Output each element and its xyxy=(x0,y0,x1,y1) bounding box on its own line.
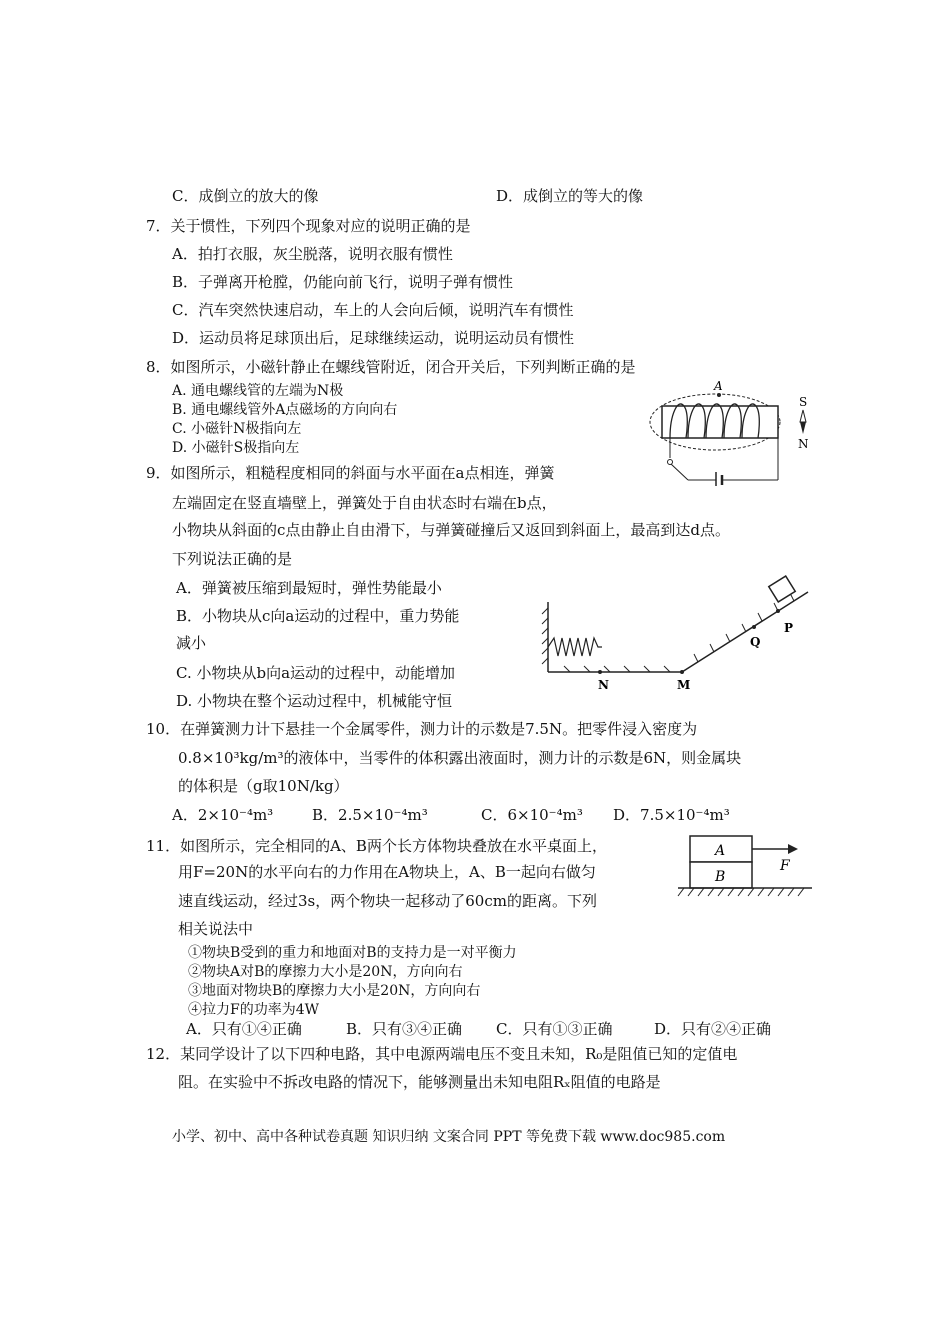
q11-option-b: B．只有③④正确 xyxy=(346,1020,463,1038)
q7-option-d: D．运动员将足球顶出后，足球继续运动，说明运动员有惯性 xyxy=(172,329,575,347)
q9-line-4: 下列说法正确的是 xyxy=(172,550,293,568)
q6-option-d: D．成倒立的等大的像 xyxy=(496,187,644,205)
q7-stem: 7．关于惯性，下列四个现象对应的说明正确的是 xyxy=(146,217,471,235)
q10-option-c: C．6×10⁻⁴m³ xyxy=(481,806,583,824)
q7-option-c: C．汽车突然快速启动，车上的人会向后倾，说明汽车有惯性 xyxy=(172,301,574,319)
q11-statement-1: ①物块B受到的重力和地面对B的支持力是一对平衡力 xyxy=(188,945,517,961)
point-q-label: Q xyxy=(750,635,761,649)
q11-option-c: C．只有①③正确 xyxy=(496,1020,613,1038)
q6-option-c: C．成倒立的放大的像 xyxy=(172,187,319,205)
q11-option-a: A．只有①④正确 xyxy=(186,1020,302,1038)
point-p-label: P xyxy=(784,621,794,635)
force-f-label: F xyxy=(780,858,790,874)
q11-statement-2: ②物块A对B的摩擦力大小是20N，方向向右 xyxy=(188,964,463,980)
solenoid-figure xyxy=(640,376,820,486)
q7-option-a: A．拍打衣服，灰尘脱落，说明衣服有惯性 xyxy=(172,245,453,263)
q8-option-a: A. 通电螺线管的左端为N极 xyxy=(172,383,344,399)
q8-stem: 8．如图所示，小磁针静止在螺线管附近，闭合开关后，下列判断正确的是 xyxy=(146,358,636,376)
q11-statement-4: ④拉力F的功率为4W xyxy=(188,1002,320,1018)
block-a-label: A xyxy=(715,843,726,859)
q8-option-c: C. 小磁针N极指向左 xyxy=(172,421,302,437)
q10-option-a: A．2×10⁻⁴m³ xyxy=(172,806,274,824)
point-a-label: A xyxy=(714,379,723,393)
q9-option-a: A．弹簧被压缩到最短时，弹性势能最小 xyxy=(176,579,442,597)
q7-option-b: B．子弹离开枪膛，仍能向前飞行，说明子弹有惯性 xyxy=(172,273,514,291)
q11-option-d: D．只有②④正确 xyxy=(654,1020,772,1038)
q10-option-b: B．2.5×10⁻⁴m³ xyxy=(312,806,428,824)
q11-line-1: 11．如图所示，完全相同的A、B两个长方体物块叠放在水平桌面上， xyxy=(146,837,607,855)
q9-option-c: C. 小物块从b向a运动的过程中，动能增加 xyxy=(176,664,456,682)
compass-n-label: N xyxy=(798,437,809,451)
q9-option-b-1: B．小物块从c向a运动的过程中，重力势能 xyxy=(176,607,460,625)
incline-spring-figure xyxy=(540,572,812,694)
point-n-label: N xyxy=(598,678,609,692)
q9-line-3: 小物块从斜面的c点由静止自由滑下，与弹簧碰撞后又返回到斜面上，最高到达d点。 xyxy=(172,521,731,539)
compass-needle-bottom xyxy=(800,422,806,434)
q12-line-2: 阻。在实验中不拆改电路的情况下，能够测量出未知电阻Rₓ阻值的电路是 xyxy=(178,1073,661,1091)
stacked-blocks-figure xyxy=(676,832,816,912)
compass-needle-top xyxy=(800,410,806,422)
block-b-label: B xyxy=(715,869,726,885)
q9-option-b-2: 减小 xyxy=(176,634,207,652)
q11-line-3: 速直线运动，经过3s，两个物块一起移动了60cm的距离。下列 xyxy=(178,892,597,910)
q11-line-4: 相关说法中 xyxy=(178,920,254,938)
force-arrow-head xyxy=(788,844,798,854)
q12-line-1: 12．某同学设计了以下四种电路，其中电源两端电压不变且未知，R₀是阻值已知的定值电 xyxy=(146,1045,738,1063)
q10-option-d: D．7.5×10⁻⁴m³ xyxy=(613,806,730,824)
q9-option-d: D. 小物块在整个运动过程中，机械能守恒 xyxy=(176,692,453,710)
point-m-label: M xyxy=(677,678,691,692)
q8-option-b: B. 通电螺线管外A点磁场的方向向右 xyxy=(172,402,398,418)
q10-line-2: 0.8×10³kg/m³的液体中，当零件的体积露出液面时，测力计的示数是6N，则金属块 xyxy=(178,749,742,767)
compass-s-label: S xyxy=(799,395,808,409)
q9-line-2: 左端固定在竖直墙壁上，弹簧处于自由状态时右端在b点， xyxy=(172,494,557,512)
q11-line-2: 用F=20N的水平向右的力作用在A物块上，A、B一起向右做匀 xyxy=(178,863,596,881)
q9-line-1: 9．如图所示，粗糙程度相同的斜面与水平面在a点相连，弹簧 xyxy=(146,464,555,482)
q10-line-1: 10．在弹簧测力计下悬挂一个金属零件，测力计的示数是7.5N。把零件浸入密度为 xyxy=(146,720,698,738)
footer-text: 小学、初中、高中各种试卷真题 知识归纳 文案合同 PPT 等免费下载 www.doc985.com xyxy=(172,1129,726,1145)
q8-option-d: D. 小磁针S极指向左 xyxy=(172,440,300,456)
q11-statement-3: ③地面对物块B的摩擦力大小是20N，方向向右 xyxy=(188,983,481,999)
q10-line-3: 的体积是（g取10N/kg） xyxy=(178,777,349,795)
